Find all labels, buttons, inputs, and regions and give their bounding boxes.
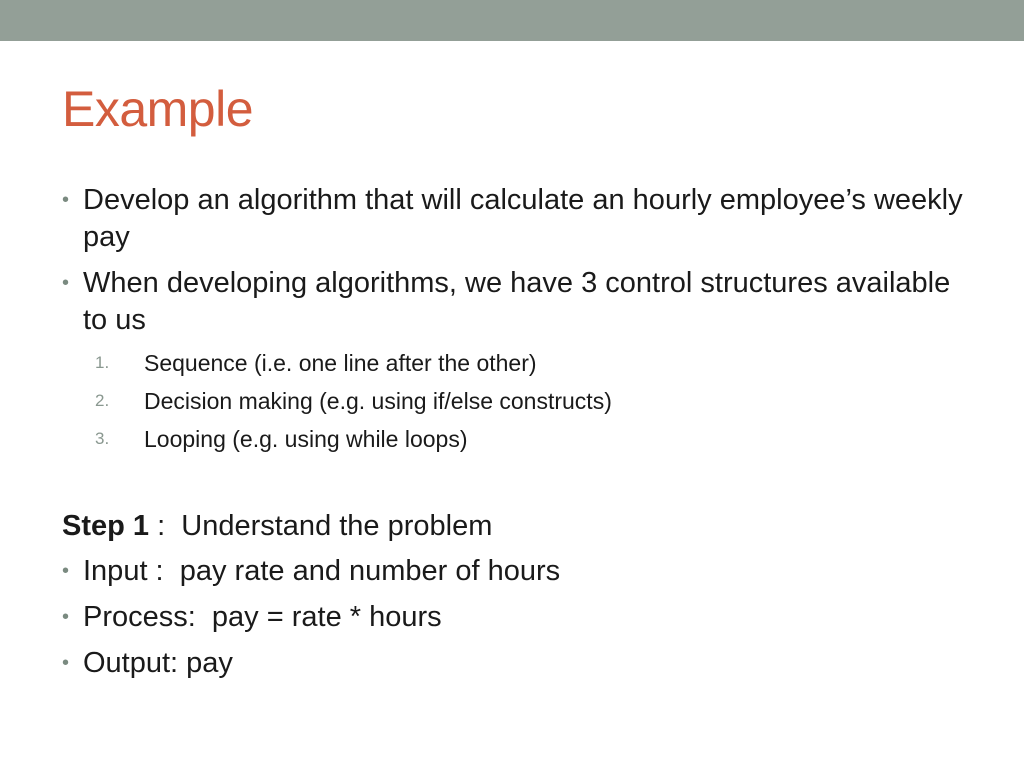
list-item — [62, 420, 982, 458]
bullet-text: Input : pay rate and number of hours — [83, 555, 561, 587]
list-item — [62, 382, 982, 420]
list-number: 3. — [95, 429, 110, 448]
list-number: 1. — [95, 353, 110, 372]
list-item — [62, 344, 982, 382]
list-number: 2. — [95, 391, 110, 410]
bullet-item — [62, 265, 982, 339]
step-label: Step 1 — [62, 510, 150, 542]
bullet-item — [62, 553, 982, 590]
bullet-dot-icon: • — [62, 189, 70, 211]
bullet-text: Develop an algorithm that will calculate an hourly employee’s weekly pay — [83, 184, 963, 253]
slide-content — [62, 182, 982, 691]
bullet-text: Output: pay — [83, 647, 233, 679]
bullet-item — [62, 599, 982, 636]
control-structures-list — [62, 344, 982, 458]
bullet-dot-icon: • — [62, 560, 70, 582]
bullet-text: When developing algorithms, we have 3 control structures available to us — [83, 267, 951, 336]
step-heading — [62, 508, 982, 545]
step-separator: : — [149, 510, 182, 542]
list-item-text: Looping (e.g. using while loops) — [144, 426, 468, 452]
top-accent-bar — [0, 0, 1024, 41]
bullet-text: Process: pay = rate * hours — [83, 601, 442, 633]
step-text: Understand the problem — [181, 510, 493, 542]
bullet-item — [62, 645, 982, 682]
slide-title: Example — [62, 81, 254, 137]
list-item-text: Sequence (i.e. one line after the other) — [144, 350, 537, 376]
bullet-item — [62, 182, 982, 256]
bullet-dot-icon: • — [62, 606, 70, 628]
bullet-dot-icon: • — [62, 652, 70, 674]
bullet-dot-icon: • — [62, 272, 70, 294]
list-item-text: Decision making (e.g. using if/else constructs) — [144, 388, 612, 414]
